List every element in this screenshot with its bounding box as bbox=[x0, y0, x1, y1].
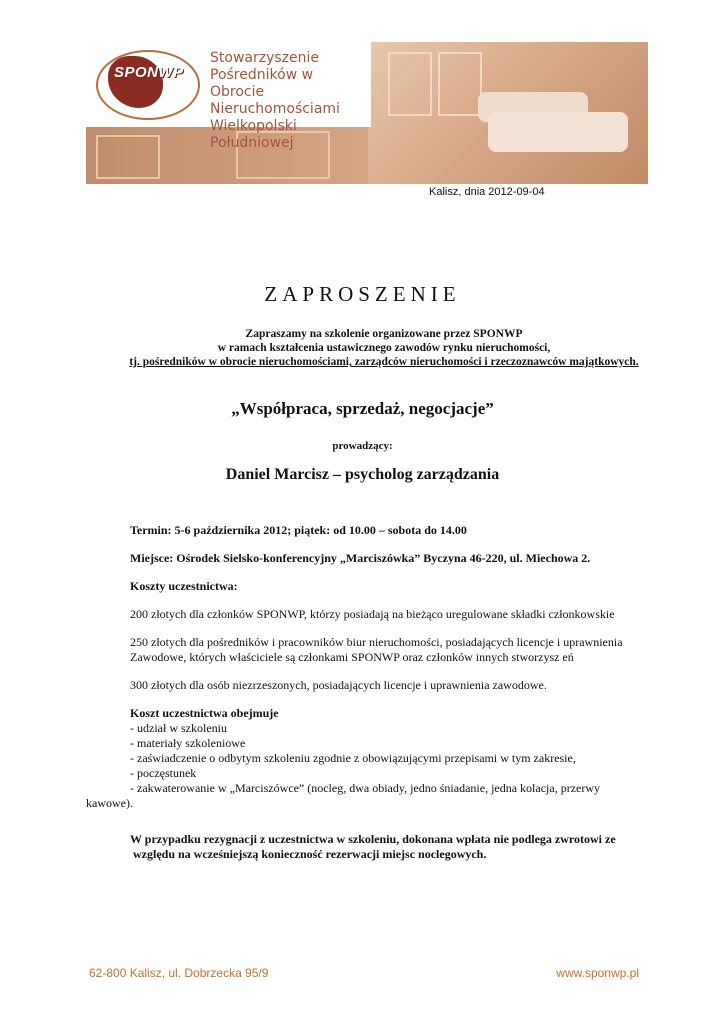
org-name-line: Wielkopolski Południowej bbox=[210, 118, 297, 151]
header-interior-photo bbox=[368, 42, 648, 184]
org-name-line: Nieruchomościami bbox=[210, 101, 340, 117]
org-name-line: Pośredników w Obrocie bbox=[210, 67, 314, 100]
document-date: Kalisz, dnia 2012-09-04 bbox=[429, 186, 545, 198]
cost-item: 200 złotych dla członków SPONWP, którzy posiadają na bieżąco uregulowane składki członkowskie bbox=[130, 607, 615, 621]
house-outline bbox=[96, 135, 160, 179]
workshop-title: „Współpraca, sprzedaż, negocjacje” bbox=[231, 399, 494, 418]
leader-label: prowadzący: bbox=[332, 440, 393, 452]
window-shape bbox=[388, 52, 432, 116]
footer-website[interactable]: www.sponwp.pl bbox=[556, 966, 639, 980]
intro-line: w ramach kształcenia ustawicznego zawodów rynku nieruchomości, bbox=[217, 342, 551, 354]
cost-item-continued: Zawodowe, których właściciele są członkami SPONWP oraz członków innych stworzysz eń bbox=[130, 650, 574, 664]
intro-block bbox=[86, 327, 682, 369]
cost-item: 300 złotych dla osób niezrzeszonych, posiadających licencje i uprawnienia zawodowe. bbox=[130, 678, 547, 692]
includes-heading: Koszt uczestnictwa obejmuje bbox=[130, 706, 279, 720]
includes-item: - materiały szkoleniowe bbox=[130, 736, 246, 750]
cost-item: 250 złotych dla pośredników i pracowników biur nieruchomości, posiadających licencje i uprawnienia bbox=[130, 635, 623, 649]
intro-line-underlined: tj. pośredników w obrocie nieruchomościami, zarządców nieruchomości i rzeczoznawców majątkowych. bbox=[129, 356, 639, 368]
resignation-note-continued: względu na wcześniejszą konieczność rezerwacji miejsc noclegowych. bbox=[133, 847, 487, 861]
includes-item-continued: kawowe). bbox=[86, 796, 133, 810]
header-banner bbox=[86, 42, 648, 184]
organization-name bbox=[210, 50, 371, 152]
miejsce-line: Miejsce: Ośrodek Sielsko-konferencyjny „Marciszówka” Byczyna 46-220, ul. Miechowa 2. bbox=[130, 551, 591, 565]
termin-line: Termin: 5-6 października 2012; piątek: od 10.00 – sobota do 14.00 bbox=[130, 523, 467, 537]
leader-name: Daniel Marcisz – psycholog zarządzania bbox=[225, 466, 500, 483]
includes-item: - zakwaterowanie w „Marciszówce” (nocleg, dwa obiady, jedno śniadanie, jedna kolacja, przerwy bbox=[130, 781, 601, 795]
document-title: ZAPROSZENIE bbox=[264, 282, 461, 306]
footer-address: 62-800 Kalisz, ul. Dobrzecka 95/9 bbox=[89, 966, 269, 980]
logo-wordmark: SPONWP bbox=[114, 64, 184, 81]
includes-item: - zaświadczenie o odbytym szkoleniu zgodnie z obowiązującymi przepisami w tym zakresie, bbox=[130, 751, 576, 765]
includes-item: - udział w szkoleniu bbox=[130, 721, 227, 735]
intro-line: Zapraszamy na szkolenie organizowane przez SPONWP bbox=[245, 328, 523, 340]
includes-item: - poczęstunek bbox=[130, 766, 197, 780]
sofa-shape bbox=[488, 112, 628, 152]
window-shape bbox=[438, 52, 482, 116]
costs-heading: Koszty uczestnictwa: bbox=[130, 579, 238, 593]
resignation-note: W przypadku rezygnacji z uczestnictwa w szkoleniu, dokonana wpłata nie podlega zwrotowi ze bbox=[130, 832, 616, 846]
logo-panel bbox=[86, 42, 371, 151]
org-name-line: Stowarzyszenie bbox=[210, 50, 319, 66]
